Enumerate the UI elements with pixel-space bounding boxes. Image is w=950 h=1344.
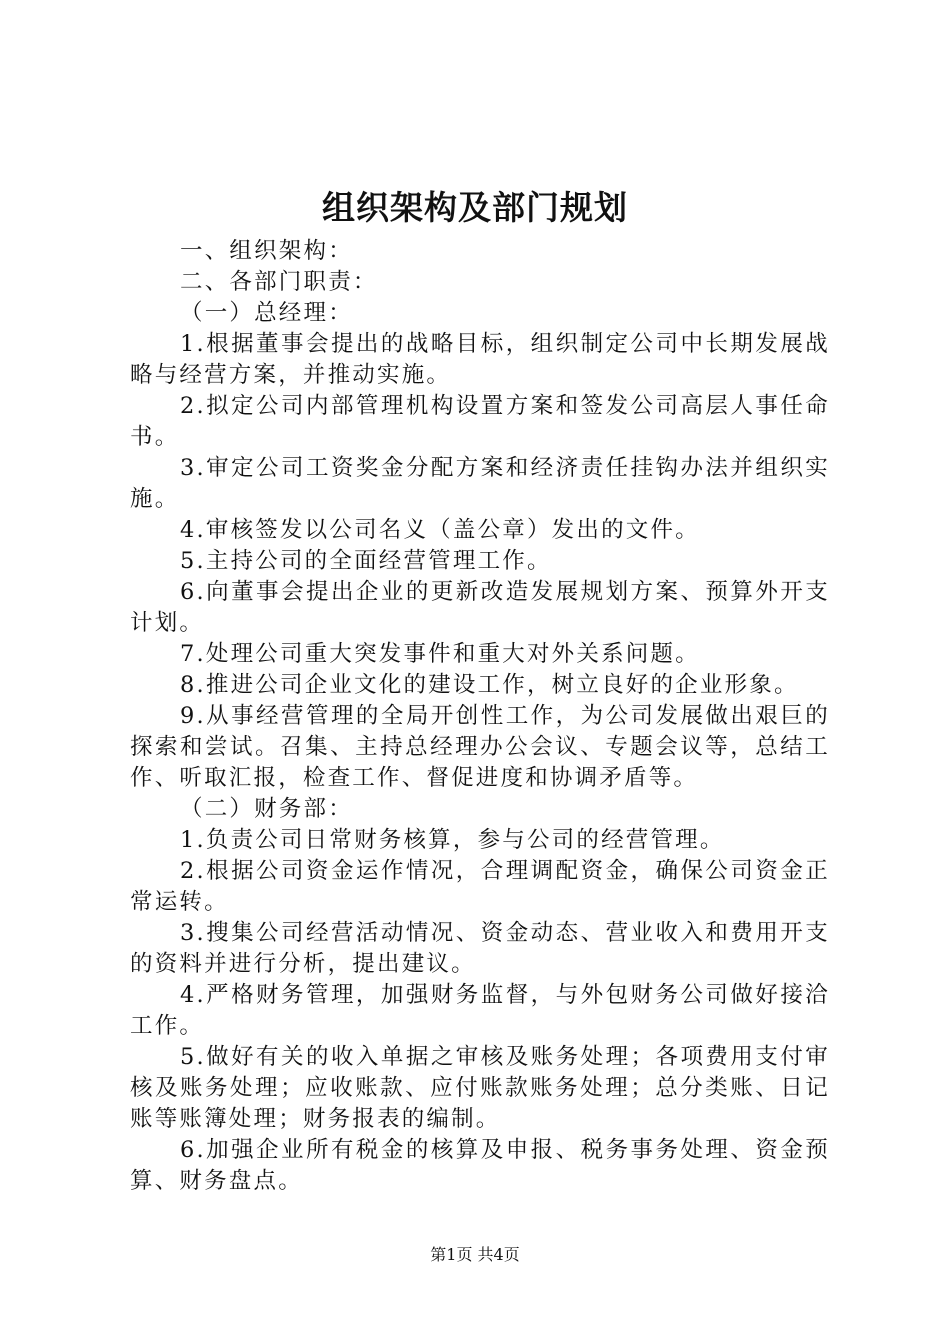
paragraph: 4.审核签发以公司名义（盖公章）发出的文件。 — [180, 517, 700, 543]
document-title: 组织架构及部门规划 — [322, 188, 628, 227]
paragraph: 1.根据董事会提出的战略目标，组织制定公司中长期发展战略与经营方案，并推动实施。 — [130, 331, 830, 388]
subsection-heading: （一）总经理： — [180, 300, 353, 326]
section-heading: 一、组织架构： — [180, 238, 353, 264]
page-footer: 第1页 共4页 — [430, 1245, 520, 1264]
paragraph: 1.负责公司日常财务核算，参与公司的经营管理。 — [180, 827, 725, 853]
paragraph: 5.主持公司的全面经营管理工作。 — [180, 548, 552, 574]
paragraph: 6.加强企业所有税金的核算及申报、税务事务处理、资金预算、财务盘点。 — [130, 1137, 830, 1194]
paragraph: 6.向董事会提出企业的更新改造发展规划方案、预算外开支计划。 — [130, 579, 830, 636]
paragraph: 8.推进公司企业文化的建设工作，树立良好的企业形象。 — [180, 672, 799, 698]
paragraph: 5.做好有关的收入单据之审核及账务处理；各项费用支付审核及账务处理；应收账款、应付账款账务处理；总分类账、日记账等账簿处理；财务报表的编制。 — [130, 1044, 830, 1132]
paragraph: 7.处理公司重大突发事件和重大对外关系问题。 — [180, 641, 700, 667]
document-body — [130, 236, 830, 1197]
subsection-heading: （二）财务部： — [180, 796, 353, 822]
paragraph: 4.严格财务管理，加强财务监督，与外包财务公司做好接洽工作。 — [130, 982, 830, 1039]
paragraph: 2.根据公司资金运作情况，合理调配资金，确保公司资金正常运转。 — [130, 858, 830, 915]
paragraph: 9.从事经营管理的全局开创性工作，为公司发展做出艰巨的探索和尝试。召集、主持总经理办公会议、专题会议等，总结工作、听取汇报，检查工作、督促进度和协调矛盾等。 — [130, 703, 830, 791]
paragraph: 3.搜集公司经营活动情况、资金动态、营业收入和费用开支的资料并进行分析，提出建议。 — [130, 920, 830, 977]
paragraph: 3.审定公司工资奖金分配方案和经济责任挂钩办法并组织实施。 — [130, 455, 830, 512]
paragraph: 2.拟定公司内部管理机构设置方案和签发公司高层人事任命书。 — [130, 393, 830, 450]
section-heading: 二、各部门职责： — [180, 269, 378, 295]
